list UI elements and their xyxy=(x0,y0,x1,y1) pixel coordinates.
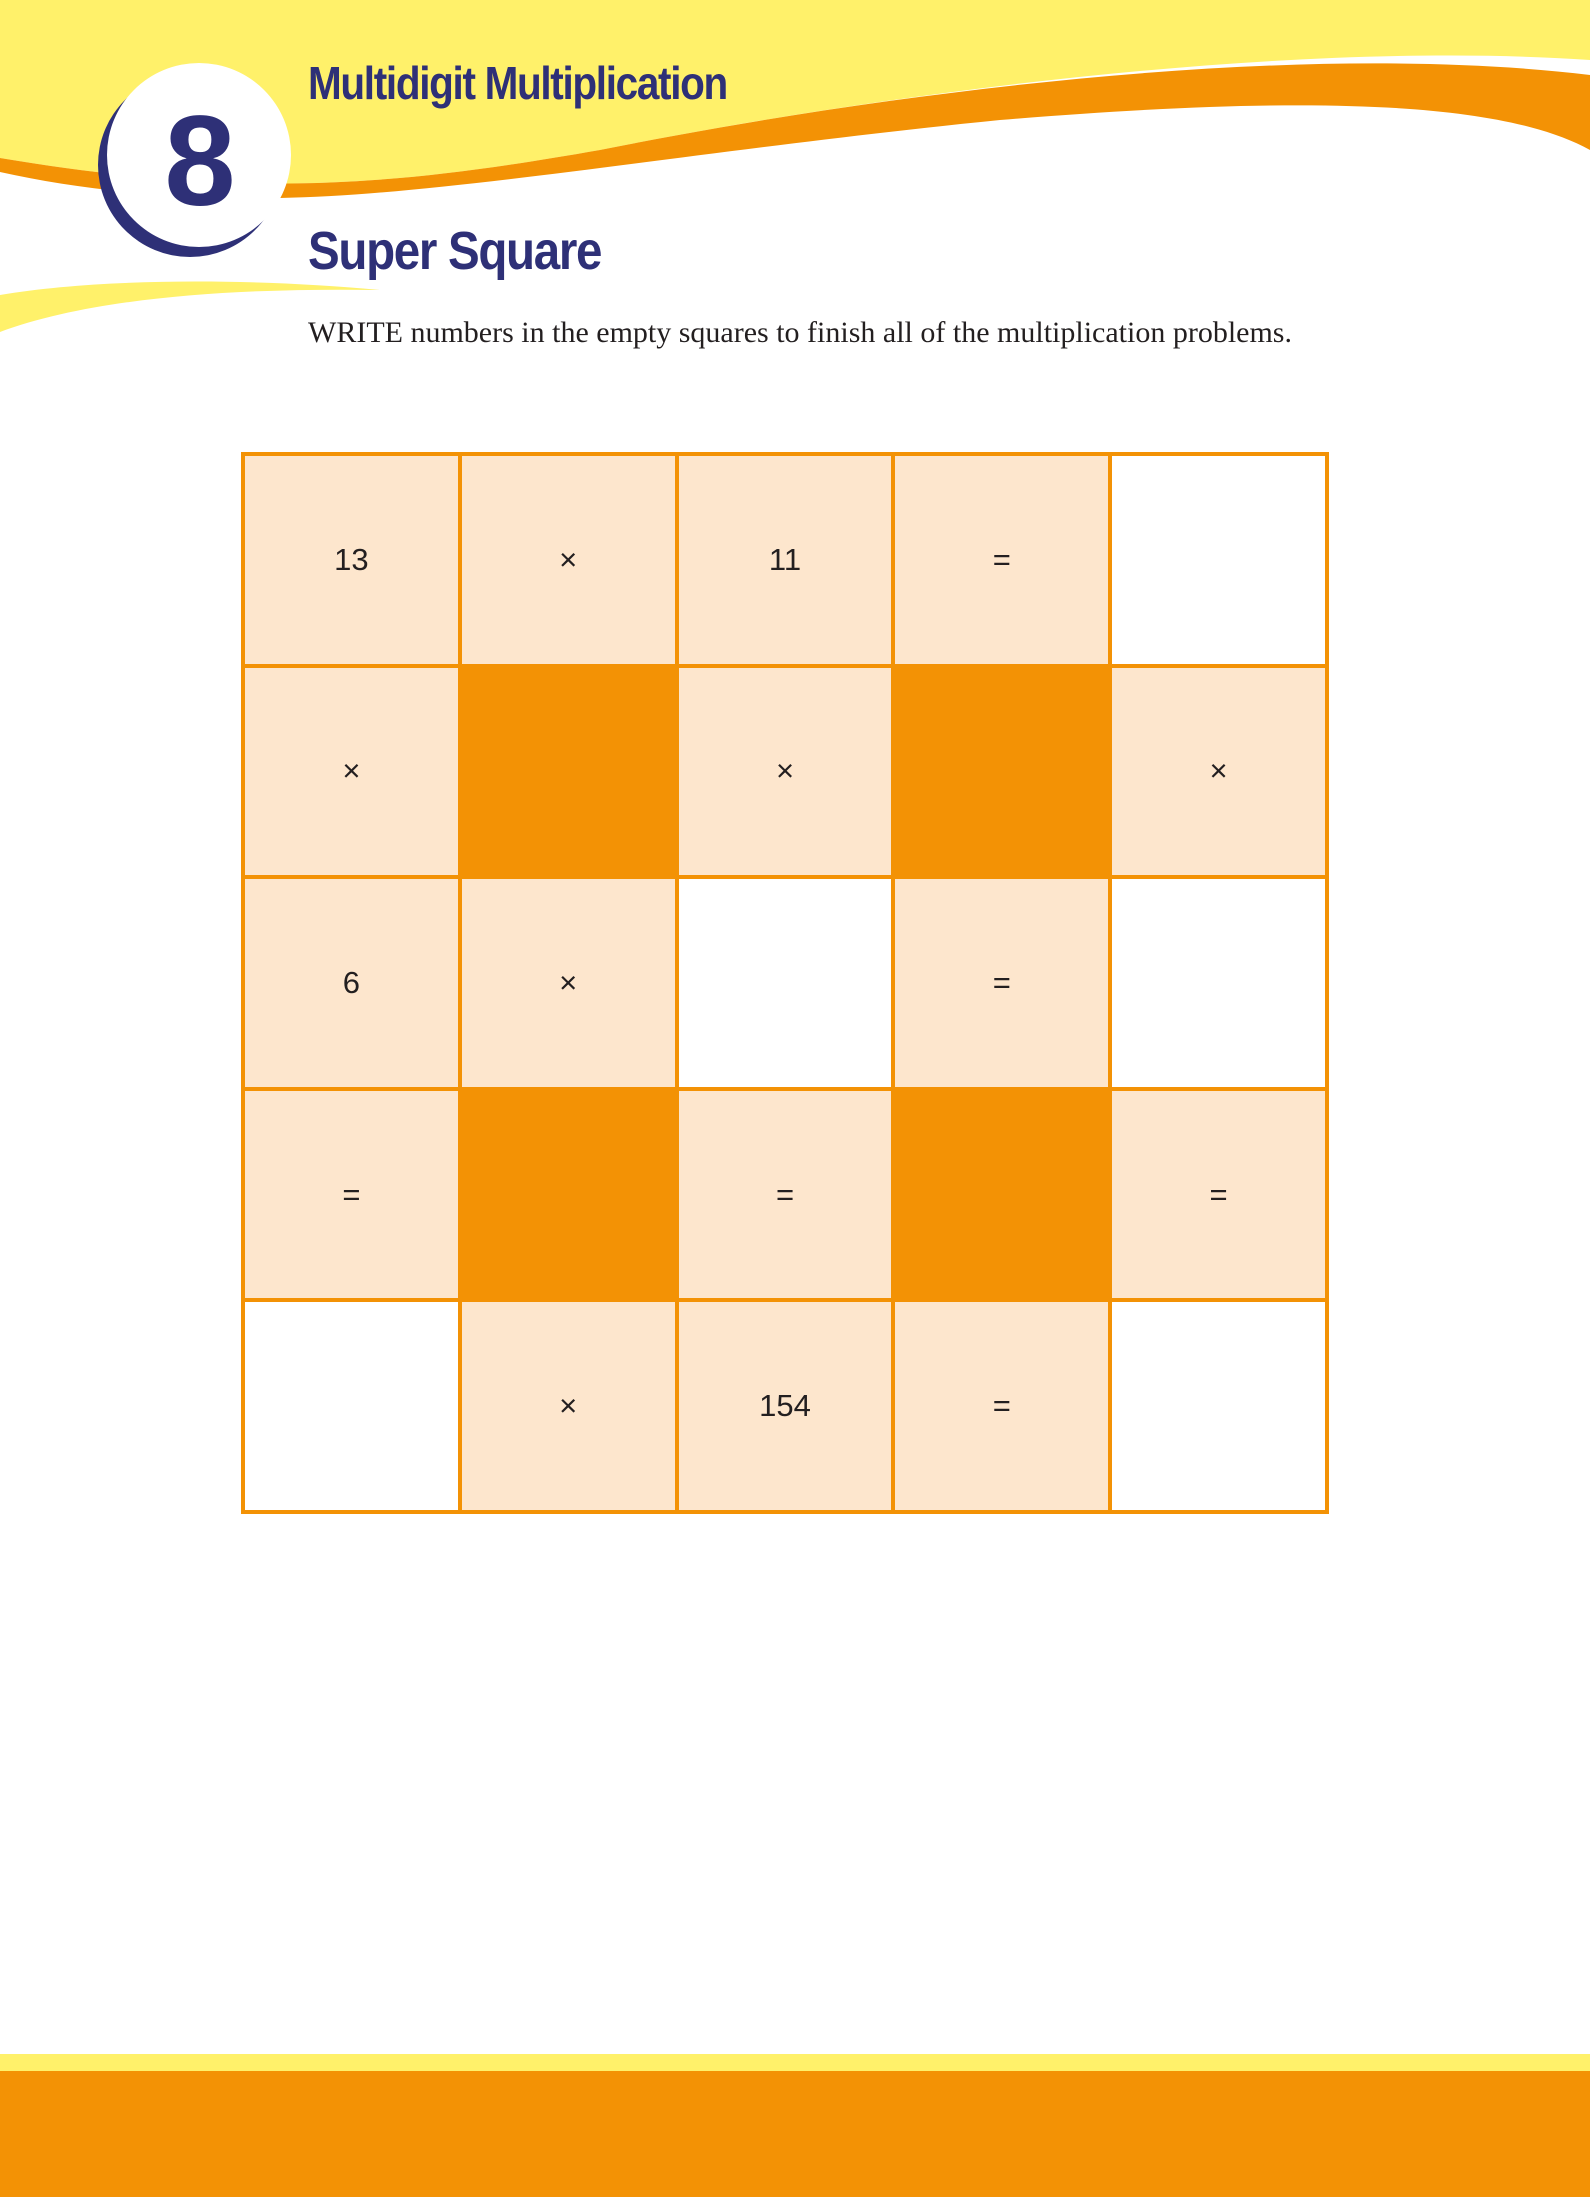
empty-square[interactable] xyxy=(1112,1302,1325,1510)
page-title: Super Square xyxy=(308,221,602,281)
given-square: 11 xyxy=(679,456,892,664)
given-square: × xyxy=(1112,668,1325,876)
super-square-grid xyxy=(241,452,1329,1514)
footer-orange-band xyxy=(0,2071,1590,2197)
footer-yellow-strip xyxy=(0,2054,1590,2071)
given-square: = xyxy=(895,879,1108,1087)
given-square: × xyxy=(462,456,675,664)
instructions: WRITE numbers in the empty squares to finish all of the multiplication problems. xyxy=(308,316,1292,349)
given-square: 6 xyxy=(245,879,458,1087)
given-square: = xyxy=(245,1091,458,1299)
given-square: × xyxy=(462,1302,675,1510)
filled-square xyxy=(895,1091,1108,1299)
given-square: × xyxy=(679,668,892,876)
filled-square xyxy=(895,668,1108,876)
given-square: = xyxy=(895,1302,1108,1510)
given-square: = xyxy=(895,456,1108,664)
given-square: = xyxy=(679,1091,892,1299)
chapter-number: 8 xyxy=(164,90,236,233)
section-title: Multidigit Multiplication xyxy=(308,57,727,109)
empty-square[interactable] xyxy=(1112,879,1325,1087)
given-square: × xyxy=(462,879,675,1087)
given-square: 13 xyxy=(245,456,458,664)
filled-square xyxy=(462,668,675,876)
given-square: = xyxy=(1112,1091,1325,1299)
empty-square[interactable] xyxy=(679,879,892,1087)
empty-square[interactable] xyxy=(245,1302,458,1510)
empty-square[interactable] xyxy=(1112,456,1325,664)
given-square: 154 xyxy=(679,1302,892,1510)
given-square: × xyxy=(245,668,458,876)
filled-square xyxy=(462,1091,675,1299)
